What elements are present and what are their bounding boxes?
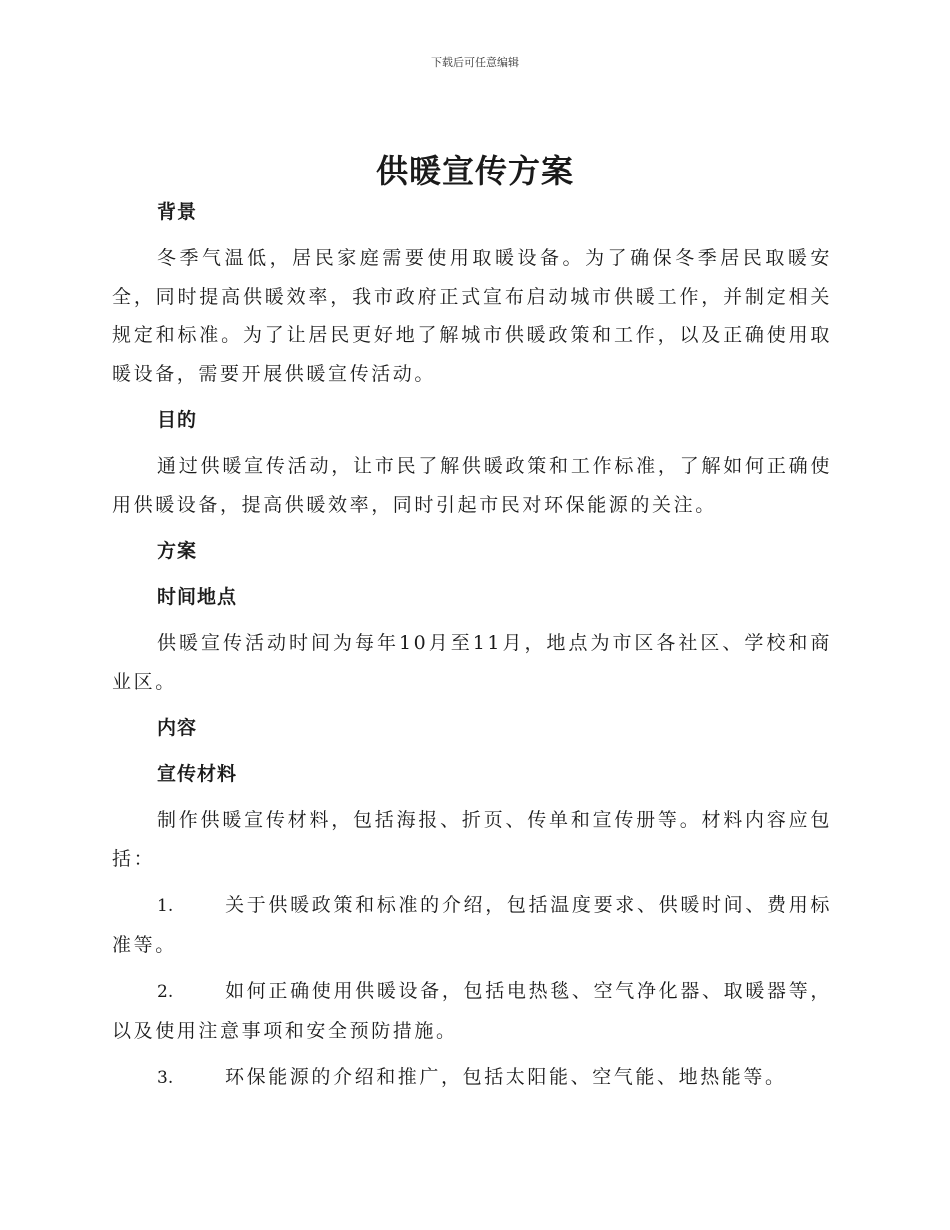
section-heading-purpose: 目的	[157, 409, 198, 431]
paragraph-time-place: 供暖宣传活动时间为每年10月至11月，地点为市区各社区、学校和商业区。	[112, 632, 832, 693]
list-item-number: 1.	[157, 896, 174, 916]
list-item-number: 3.	[157, 1068, 174, 1088]
list-item-text: 关于供暖政策和标准的介绍，包括温度要求、供暖时间、费用标准等。	[112, 894, 832, 956]
list-item	[112, 1058, 832, 1098]
section-heading-plan: 方案	[157, 540, 198, 562]
paragraph-background: 冬季气温低，居民家庭需要使用取暖设备。为了确保冬季居民取暖安全，同时提高供暖效率，我市政府正式宣布启动城市供暖工作，并制定相关规定和标准。为了让居民更好地了解城市供暖政策和工作，以及正确使用取暖设备，需要开展供暖宣传活动。	[112, 247, 832, 385]
list-item	[112, 972, 832, 1050]
paragraph-purpose: 通过供暖宣传活动，让市民了解供暖政策和工作标准，了解如何正确使用供暖设备，提高供暖效率，同时引起市民对环保能源的关注。	[112, 455, 832, 516]
section-heading-time-place: 时间地点	[157, 586, 238, 608]
section-heading-background: 背景	[157, 201, 198, 223]
section-heading-materials: 宣传材料	[157, 763, 238, 785]
list-item-text: 环保能源的介绍和推广，包括太阳能、空气能、地热能等。	[225, 1066, 787, 1088]
header-note: 下载后可任意编辑	[431, 56, 519, 69]
list-item-number: 2.	[157, 982, 174, 1002]
list-item-text: 如何正确使用供暖设备，包括电热毯、空气净化器、取暖器等，以及使用注意事项和安全预防措施。	[112, 980, 832, 1042]
list-item	[112, 886, 832, 964]
paragraph-materials: 制作供暖宣传材料，包括海报、折页、传单和宣传册等。材料内容应包括：	[112, 809, 832, 870]
document-title: 供暖宣传方案	[375, 152, 574, 190]
document-body	[112, 193, 832, 1106]
section-heading-content: 内容	[157, 717, 198, 739]
